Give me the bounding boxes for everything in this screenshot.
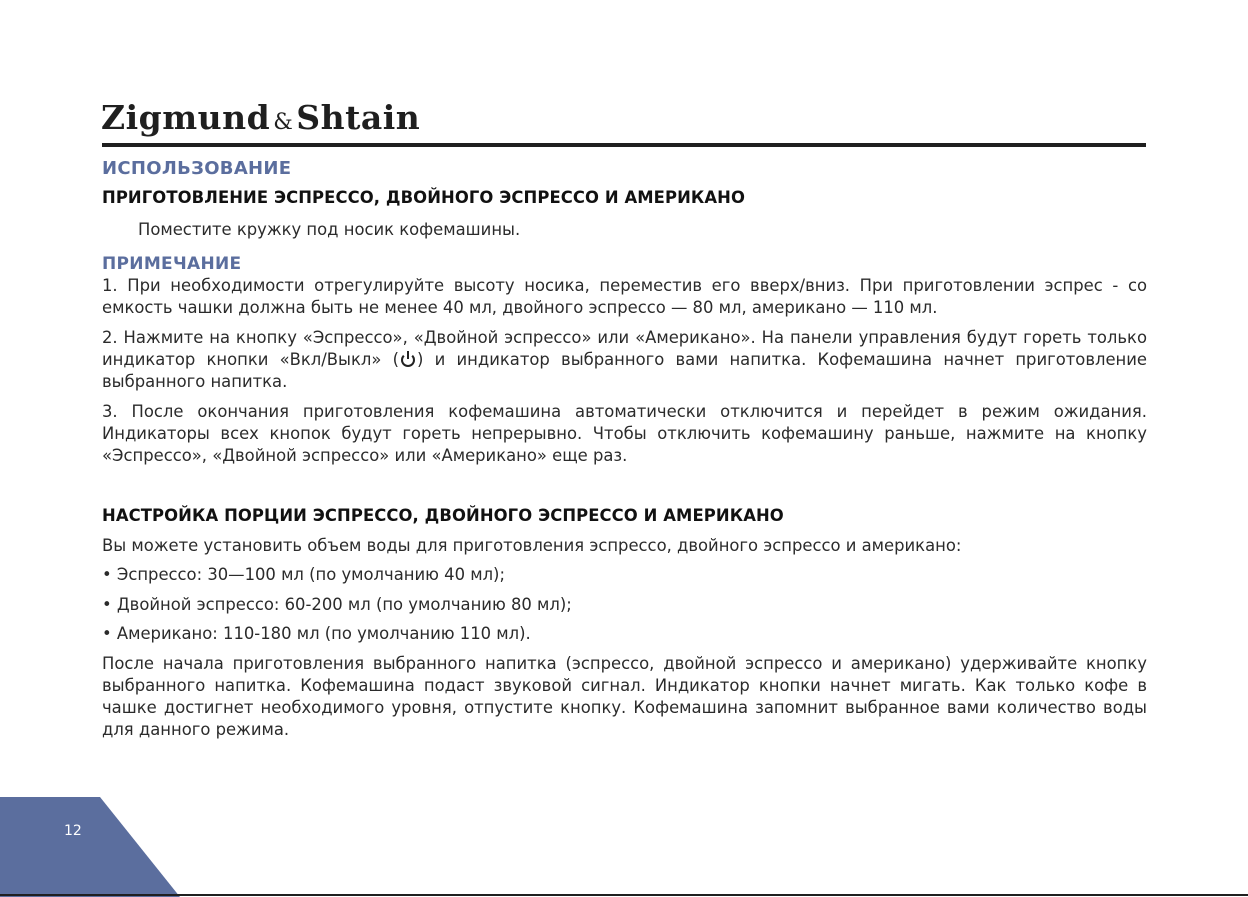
step-2-text-after: ) и индикатор выбранного вами напитка. Кофемашина начнет приготовление выбранного напитка. (102, 350, 1147, 391)
intro-text: Поместите кружку под носик кофемашины. (138, 220, 521, 239)
brand-name-part2: Shtain (296, 98, 421, 137)
heading-preparation: ПРИГОТОВЛЕНИЕ ЭСПРЕССО, ДВОЙНОГО ЭСПРЕССО И АМЕРИКАНО (102, 188, 746, 207)
bullet-double-espresso: • Двойной эспрессо: 60-200 мл (по умолчанию 80 мл); (102, 595, 572, 614)
note-title: ПРИМЕЧАНИЕ (102, 254, 242, 274)
step-1: 1. При необходимости отрегулируйте высоту носика, переместив его вверх/вниз. При приготовлении эспрес - со емкость чашки должна быть не менее 40 мл, двойного эспрессо — 80 мл, американо — 110 мл. (102, 276, 1147, 317)
header-rule (102, 143, 1146, 147)
final-paragraph: После начала приготовления выбранного напитка (эспрессо, двойной эспрессо и американо) удерживайте кнопку выбранного напитка. Кофемашина подаст звуковой сигнал. Индикатор кнопки начнет мигать. Как только кофе в чашке достигнет необходимого уровня, отпустите кнопку. Кофемашина запомнит выбранное вами количество воды для данного режима. (102, 654, 1147, 739)
portion-intro: Вы можете установить объем воды для приготовления эспрессо, двойного эспрессо и американо: (102, 536, 962, 555)
page-number: 12 (64, 823, 82, 839)
step-2-text-before: 2. Нажмите на кнопку «Эспрессо», «Двойной эспрессо» или «Американо». На панели управления будут гореть только индикатор кнопки «Вкл/Выкл» ( (102, 328, 1147, 369)
section-title: ИСПОЛЬЗОВАНИЕ (102, 158, 292, 179)
power-icon (401, 353, 415, 367)
brand-logo (101, 98, 420, 137)
bullet-espresso: • Эспрессо: 30—100 мл (по умолчанию 40 мл); (102, 565, 505, 584)
step-2 (102, 327, 1147, 393)
step-3: 3. После окончания приготовления кофемашина автоматически отключится и перейдет в режим ожидания. Индикаторы всех кнопок будут гореть непрерывно. Чтобы отключить кофемашину раньше, нажмите на кнопку «Эспрессо», «Двойной эспрессо» или «Американо» еще раз. (102, 402, 1147, 465)
heading-portion: НАСТРОЙКА ПОРЦИИ ЭСПРЕССО, ДВОЙНОГО ЭСПРЕССО И АМЕРИКАНО (102, 506, 784, 525)
bullet-americano: • Американо: 110-180 мл (по умолчанию 110 мл). (102, 624, 531, 643)
brand-name-part1: Zigmund (101, 98, 271, 137)
brand-ampersand: & (273, 110, 294, 135)
page-corner-shape (0, 797, 182, 897)
footer-line (0, 894, 1248, 896)
